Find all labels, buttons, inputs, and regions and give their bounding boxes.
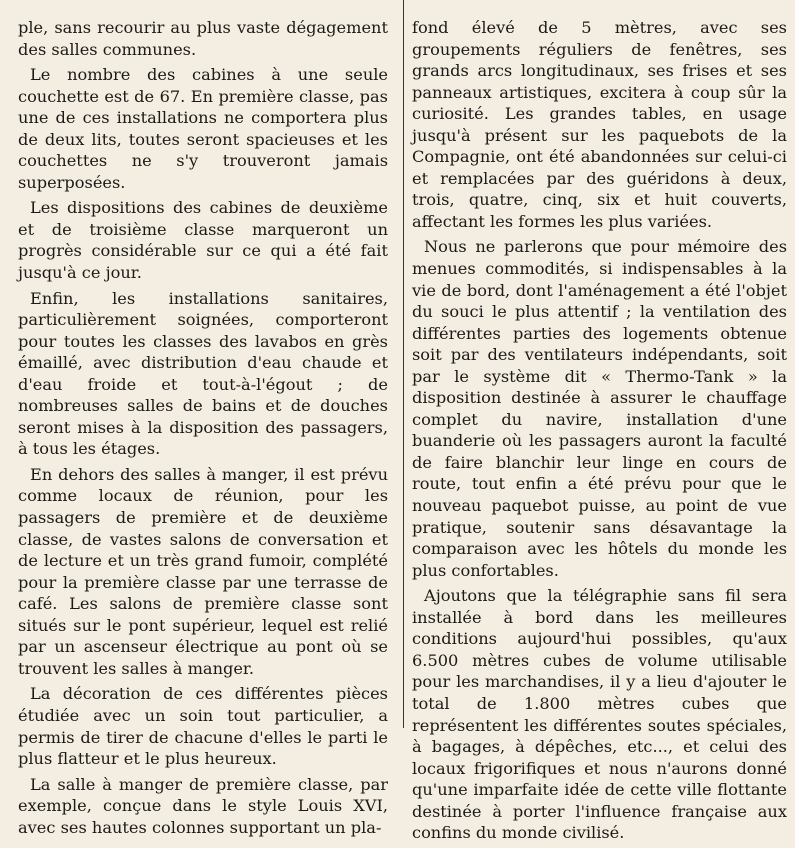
right-column [412,17,787,848]
column-divider [403,0,404,728]
paragraph: Enfin, les installations sanitaires, particulièrement soignées, comporteront pour toutes les classes des lavabos en grès émaillé, avec distribution d'eau chaude et d'eau froide et tout-à-l'égout ; de nombreuses salles de bains et de douches seront mises à la disposition des passagers, à tous les étages. [18,288,388,459]
paragraph: En dehors des salles à manger, il est prévu comme locaux de réunion, pour les passagers de première et de deuxième classe, de vastes salons de conversation et de lecture et un très grand fumoir, complété pour la première classe par une terrasse de café. Les salons de première classe sont situés sur le pont supérieur, lequel est relié par un ascenseur électrique au pont où se trouvent les salles à manger. [18,464,388,678]
paragraph: ple, sans recourir au plus vaste dégagement des salles communes. [18,18,388,59]
paragraph: Le nombre des cabines à une seule couchette est de 67. En première classe, pas une de ces installations ne comportera plus de deux lits, toutes seront spacieuses et les couchettes ne s'y trouveront jamais superposées. [18,65,388,192]
paragraph: La décoration de ces différentes pièces étudiée avec un soin tout particulier, a permis de tirer de chacune d'elles le parti le plus flatteur et le plus heureux. [18,684,388,769]
paragraph: Ajoutons que la télégraphie sans fil sera installée à bord dans les meilleures conditions aujourd'hui possibles, qu'aux 6.500 mètres cubes de volume utilisable pour les marchandises, il y a lieu d'ajouter le total de 1.800 mètres cubes que représentent les différentes soutes spéciales, à bagages, à dépêches, etc..., et celui des locaux frigorifiques et nous n'aurons donné qu'une imparfaite idée de cette ville flottante destinée à porter l'influence française aux confins du monde civilisé. [412,586,787,843]
paragraph: La salle à manger de première classe, par exemple, conçue dans le style Louis XVI, avec ses hautes colonnes supportant un pla- [18,774,388,837]
left-column [18,17,388,842]
paragraph: fond élevé de 5 mètres, avec ses groupements réguliers de fenêtres, ses grands arcs longitudinaux, ses frises et ses panneaux artistiques, excitera à coup sûr la curiosité. Les grandes tables, en usage jusqu'à présent sur les paquebots de la Compagnie, ont été abandonnées sur celui-ci et remplacées par des guéridons à deux, trois, quatre, cinq, six et huit couverts, affectant les formes les plus variées. [412,18,787,231]
paragraph: Nous ne parlerons que pour mémoire des menues commodités, si indispensables à la vie de bord, dont l'aménagement a été l'objet du souci le plus attentif ; la ventilation des différentes parties des logements obtenue soit par des ventilateurs indépendants, soit par le système dit « Thermo-Tank » la disposition destinée à assurer le chauffage complet du navire, installation d'une buanderie où les passagers auront la faculté de faire blanchir leur linge en cours de route, tout enfin a été prévu pour que le nouveau paquebot puisse, au point de vue pratique, soutenir sans désavantage la comparaison avec les hôtels du monde les plus confortables. [412,237,787,580]
paragraph: Les dispositions des cabines de deuxième et de troisième classe marqueront un progrès considérable sur ce qui a été fait jusqu'à ce jour. [18,198,388,283]
